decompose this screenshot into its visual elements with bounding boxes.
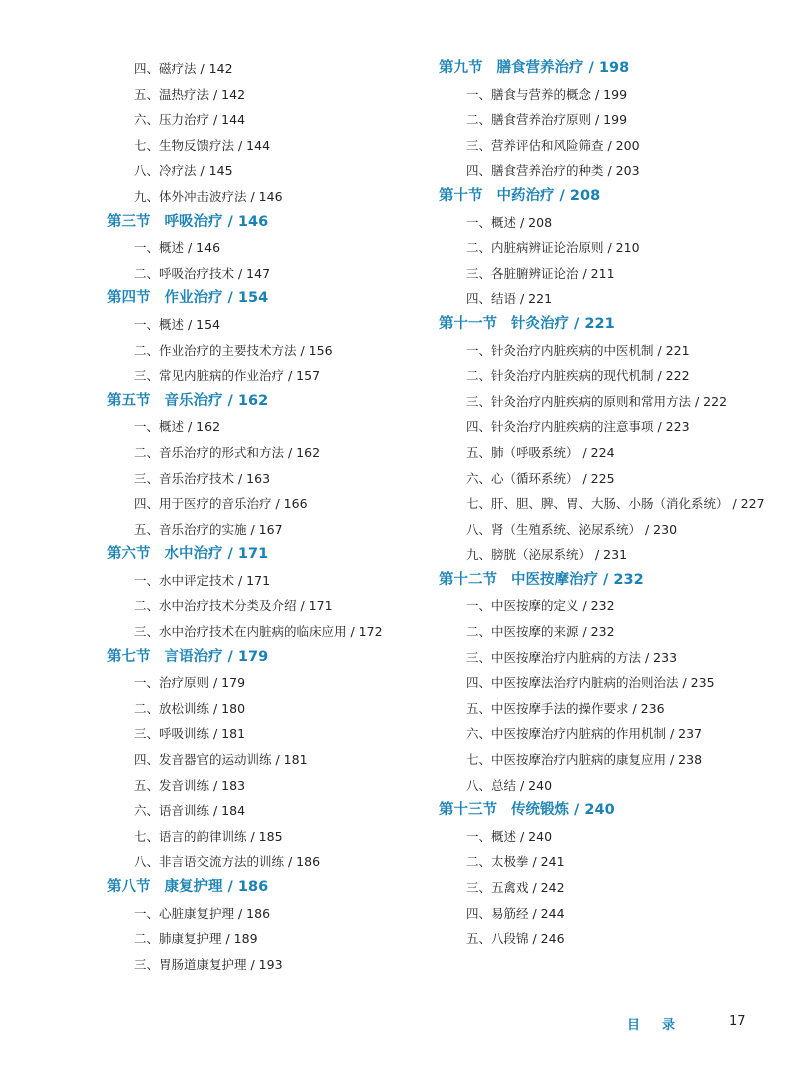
footer-label: 目录 [627, 1018, 698, 1033]
toc-item[interactable]: 六、心（循环系统） / 225 [466, 470, 615, 486]
toc-item[interactable]: 一、心脏康复护理 / 186 [134, 905, 271, 921]
toc-item[interactable]: 四、易筋经 / 244 [466, 905, 565, 921]
section-number: 第三节 [107, 213, 151, 230]
toc-right-column [439, 56, 784, 952]
toc-item[interactable]: 四、中医按摩法治疗内脏病的治则治法 / 235 [466, 675, 715, 691]
toc-item[interactable]: 九、膀胱（泌尿系统） / 231 [466, 547, 628, 563]
toc-item[interactable]: 七、语言的韵律训练 / 185 [134, 828, 283, 844]
toc-section-heading[interactable] [107, 286, 427, 312]
toc-section-heading[interactable] [439, 184, 784, 210]
toc-left-column [107, 56, 427, 977]
toc-item[interactable]: 四、发音器官的运动训练 / 181 [134, 752, 308, 768]
section-title: 言语治疗 / 179 [164, 648, 269, 665]
toc-item[interactable]: 四、结语 / 221 [466, 291, 553, 307]
section-number: 第五节 [107, 392, 151, 409]
toc-item[interactable]: 六、压力治疗 / 144 [134, 112, 246, 128]
toc-item[interactable]: 三、各脏腑辨证论治 / 211 [466, 265, 615, 281]
toc-item[interactable]: 二、音乐治疗的形式和方法 / 162 [134, 444, 321, 460]
toc-item[interactable]: 一、概述 / 162 [134, 419, 221, 435]
toc-item[interactable]: 三、音乐治疗技术 / 163 [134, 470, 271, 486]
toc-item[interactable]: 一、中医按摩的定义 / 232 [466, 598, 615, 614]
toc-item[interactable]: 四、针灸治疗内脏疾病的注意事项 / 223 [466, 419, 690, 435]
toc-item[interactable]: 八、肾（生殖系统、泌尿系统） / 230 [466, 521, 678, 537]
toc-item[interactable]: 五、音乐治疗的实施 / 167 [134, 521, 283, 537]
toc-section-heading[interactable] [107, 210, 427, 236]
toc-item[interactable]: 七、肝、胆、脾、胃、大肠、小肠（消化系统） / 227 [466, 496, 765, 512]
toc-item[interactable]: 三、五禽戏 / 242 [466, 880, 565, 895]
section-number: 第四节 [107, 290, 151, 307]
toc-section-heading[interactable] [439, 312, 784, 338]
toc-item[interactable]: 二、水中治疗技术分类及介绍 / 171 [134, 598, 333, 614]
section-title: 水中治疗 / 171 [164, 546, 269, 563]
toc-item[interactable]: 八、非言语交流方法的训练 / 186 [134, 854, 321, 870]
section-title: 呼吸治疗 / 146 [164, 213, 269, 230]
section-title: 膳食营养治疗 / 198 [496, 60, 630, 76]
toc-item[interactable]: 五、中医按摩手法的操作要求 / 236 [466, 700, 665, 716]
page-number: 17 [729, 1014, 746, 1029]
toc-item[interactable]: 八、冷疗法 / 145 [134, 163, 233, 179]
toc-item[interactable]: 二、肺康复护理 / 189 [134, 931, 258, 947]
toc-item[interactable]: 三、中医按摩治疗内脏病的方法 / 233 [466, 649, 678, 665]
toc-item[interactable]: 二、中医按摩的来源 / 232 [466, 624, 615, 640]
toc-item[interactable]: 一、概述 / 208 [466, 214, 553, 230]
toc-item[interactable]: 一、概述 / 146 [134, 240, 221, 256]
section-number: 第十一节 [439, 315, 497, 332]
toc-item[interactable]: 五、温热疗法 / 142 [134, 86, 246, 102]
toc-section-heading[interactable] [107, 389, 427, 415]
toc-item[interactable]: 二、作业治疗的主要技术方法 / 156 [134, 342, 333, 358]
toc-item[interactable]: 二、膳食营养治疗原则 / 199 [466, 112, 628, 128]
toc-item[interactable]: 九、体外冲击波疗法 / 146 [134, 188, 283, 204]
section-number: 第十节 [439, 187, 483, 204]
toc-item[interactable]: 一、治疗原则 / 179 [134, 675, 246, 691]
toc-item[interactable]: 四、膳食营养治疗的种类 / 203 [466, 163, 640, 179]
toc-section-heading[interactable] [107, 875, 427, 901]
toc-item[interactable]: 二、内脏病辨证论治原则 / 210 [466, 240, 640, 256]
toc-item[interactable]: 三、水中治疗技术在内脏病的临床应用 / 172 [134, 624, 383, 640]
toc-item[interactable]: 四、磁疗法 / 142 [134, 61, 233, 76]
toc-section-heading[interactable] [439, 798, 784, 824]
toc-item[interactable]: 一、概述 / 240 [466, 828, 553, 844]
section-title: 中医按摩治疗 / 232 [511, 571, 644, 588]
toc-item[interactable]: 四、用于医疗的音乐治疗 / 166 [134, 496, 308, 512]
section-number: 第六节 [107, 546, 151, 563]
section-title: 作业治疗 / 154 [164, 290, 269, 307]
section-number: 第十三节 [439, 802, 497, 819]
section-number: 第七节 [107, 648, 151, 665]
toc-item[interactable]: 五、发音训练 / 183 [134, 777, 246, 793]
toc-item[interactable]: 五、八段锦 / 246 [466, 931, 565, 947]
toc-item[interactable]: 三、胃肠道康复护理 / 193 [134, 956, 283, 972]
toc-item[interactable]: 五、肺（呼吸系统） / 224 [466, 444, 615, 460]
toc-item[interactable]: 一、水中评定技术 / 171 [134, 572, 271, 588]
toc-item[interactable]: 二、太极拳 / 241 [466, 854, 565, 870]
toc-section-heading[interactable] [439, 56, 784, 82]
section-title: 中药治疗 / 208 [496, 187, 601, 204]
section-title: 音乐治疗 / 162 [164, 392, 269, 409]
toc-item[interactable]: 二、呼吸治疗技术 / 147 [134, 265, 271, 281]
toc-item[interactable]: 一、膳食与营养的概念 / 199 [466, 86, 628, 102]
section-number: 第八节 [107, 879, 151, 895]
toc-item[interactable]: 一、针灸治疗内脏疾病的中医机制 / 221 [466, 342, 690, 358]
toc-item[interactable]: 八、总结 / 240 [466, 777, 553, 793]
toc-section-heading[interactable] [107, 542, 427, 568]
section-title: 针灸治疗 / 221 [511, 315, 615, 332]
toc-item[interactable]: 六、中医按摩治疗内脏病的作用机制 / 237 [466, 726, 703, 742]
section-title: 康复护理 / 186 [164, 879, 269, 895]
toc-item[interactable]: 六、语音训练 / 184 [134, 803, 246, 819]
section-number: 第九节 [439, 60, 483, 76]
toc-item[interactable]: 三、常见内脏病的作业治疗 / 157 [134, 368, 321, 384]
toc-item[interactable]: 三、针灸治疗内脏疾病的原则和常用方法 / 222 [466, 393, 728, 409]
section-number: 第十二节 [439, 571, 497, 588]
toc-section-heading[interactable] [439, 568, 784, 594]
toc-item[interactable]: 三、营养评估和风险筛查 / 200 [466, 137, 640, 153]
toc-item[interactable]: 七、中医按摩治疗内脏病的康复应用 / 238 [466, 752, 703, 768]
toc-item[interactable]: 二、放松训练 / 180 [134, 700, 246, 716]
toc-item[interactable]: 三、呼吸训练 / 181 [134, 726, 246, 742]
toc-item[interactable]: 七、生物反馈疗法 / 144 [134, 137, 271, 153]
toc-section-heading[interactable] [107, 645, 427, 671]
toc-item[interactable]: 一、概述 / 154 [134, 316, 221, 332]
toc-item[interactable]: 二、针灸治疗内脏疾病的现代机制 / 222 [466, 368, 690, 384]
section-title: 传统锻炼 / 240 [511, 802, 615, 819]
